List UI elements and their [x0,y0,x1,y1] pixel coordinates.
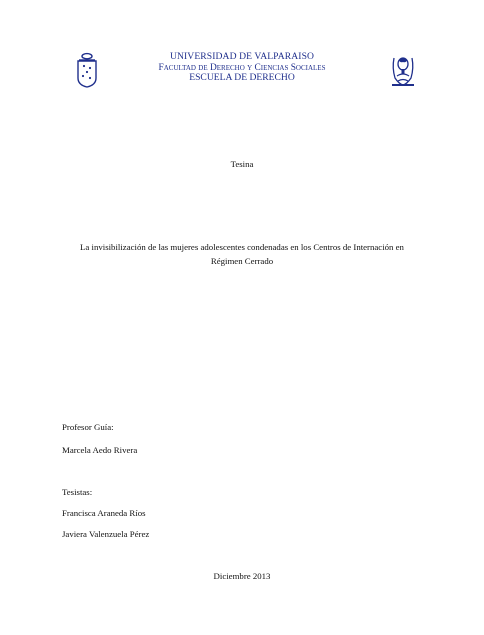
thesis-title-line1: La invisibilización de las mujeres adolescentes condenadas en los Centros de Internación en [80,242,404,252]
school-bust-logo [389,52,417,88]
thesis-title-line2: Régimen Cerrado [210,255,274,266]
advisor-label: Profesor Guía: [62,422,114,432]
school-name: ESCUELA DE DERECHO [189,72,295,83]
university-name: UNIVERSIDAD DE VALPARAISO [169,51,315,62]
author-2: Javiera Valenzuela Pérez [62,529,150,539]
thesis-title [62,241,422,268]
authors-label: Tesistas: [62,487,93,497]
faculty-name: Facultad de Derecho y Ciencias Sociales [158,62,326,73]
author-1: Francisca Araneda Ríos [62,508,146,518]
date: Diciembre 2013 [213,571,271,581]
advisor-name: Marcela Aedo Rivera [62,445,138,455]
document-type: Tesina [230,159,254,169]
